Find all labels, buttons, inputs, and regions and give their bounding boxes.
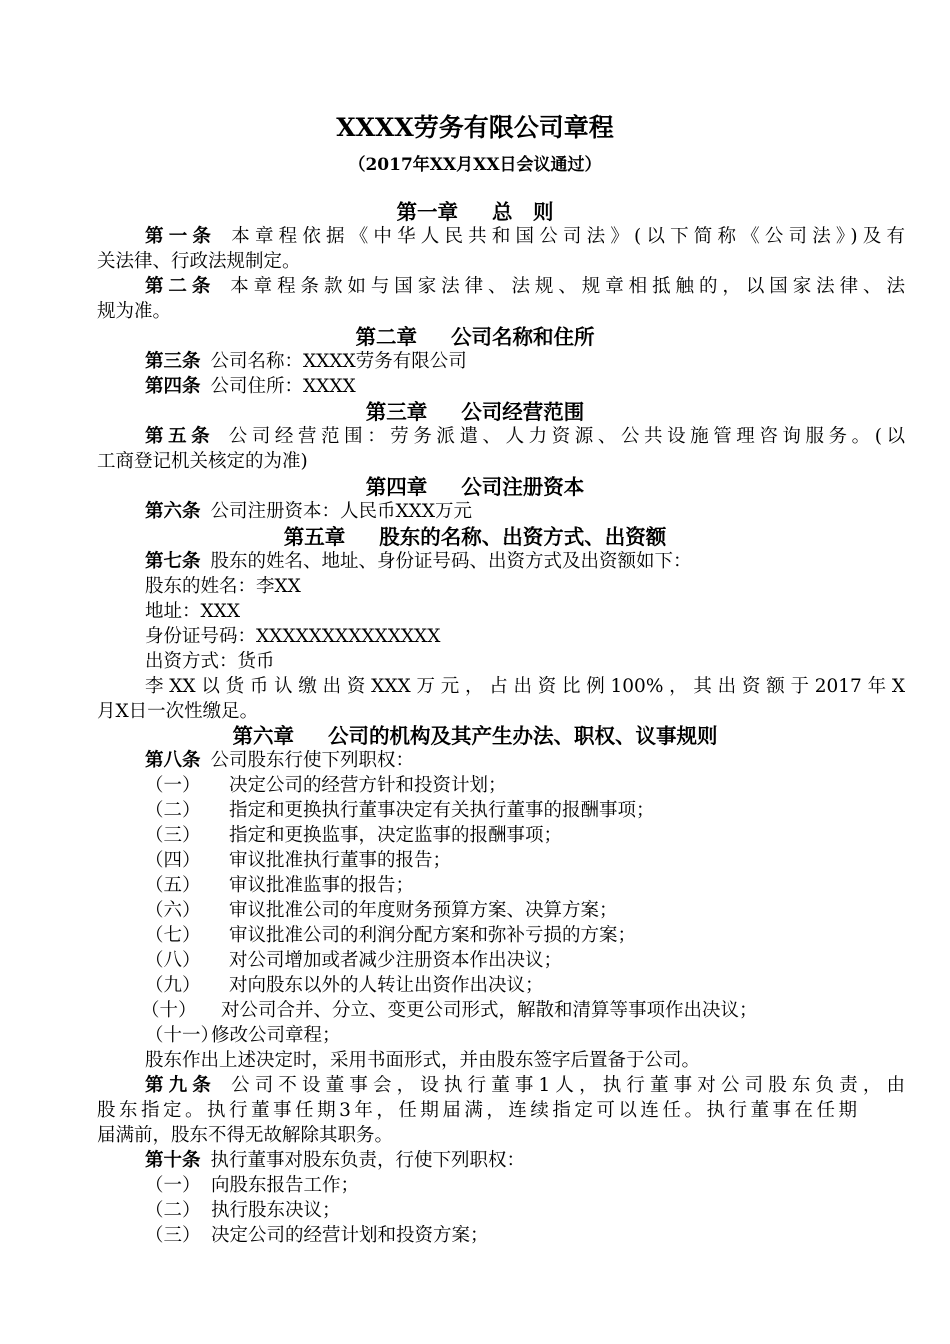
list-item-number: （八）: [145, 950, 201, 971]
list-item-text: 对公司合并、分立、变更公司形式，解散和清算等事项作出决议；: [221, 1000, 758, 1021]
article-label: 第四条: [145, 376, 201, 397]
chapter-number: 第六章: [232, 724, 294, 748]
list-item-text: 决定公司的经营方针和投资计划；: [229, 775, 507, 796]
article-label: 第六条: [145, 501, 201, 522]
chapter-number: 第一章: [396, 200, 458, 224]
list-item-text: 决定公司的经营计划和投资方案；: [211, 1225, 489, 1246]
chapter-name: 股东的名称、出资方式、出资额: [379, 525, 667, 549]
list-item-number: （三）: [145, 1225, 201, 1246]
list-item-text: 审议批准监事的报告；: [229, 875, 415, 896]
chapter-name: 公司注册资本: [461, 475, 585, 499]
chapter-3-heading: [97, 400, 853, 424]
contribution-detail-cont: 月X日一次性缴足。: [97, 701, 259, 722]
list-item: [97, 1224, 905, 1248]
list-item: [97, 874, 905, 898]
list-item-text: 向股东报告工作；: [211, 1175, 360, 1196]
list-item: [97, 824, 905, 848]
chapter-name: 公司的机构及其产生办法、职权、议事规则: [328, 724, 718, 748]
article-5-cont: 工商登记机关核定的为准): [97, 451, 308, 472]
chapter-6-heading: [97, 724, 853, 748]
list-item: [97, 799, 905, 823]
list-item-number: （一）: [145, 775, 201, 796]
article-9: [97, 1074, 905, 1098]
list-item: [97, 999, 901, 1023]
list-item-number: （六）: [145, 900, 201, 921]
article-label: 第二条: [145, 276, 216, 297]
shareholder-address: 地址：XXX: [145, 601, 241, 622]
article-text: 公司股东行使下列职权：: [210, 750, 415, 771]
chapter-2-heading: [97, 325, 853, 349]
list-item-number: （一）: [145, 1175, 201, 1196]
article-text: 公司不设董事会，设执行董事1人，执行董事对公司股东负责，由: [225, 1075, 905, 1096]
chapter-number: 第五章: [283, 525, 346, 549]
list-item-number: （五）: [145, 875, 201, 896]
list-item-number: （二）: [145, 1200, 201, 1221]
article-1: [97, 225, 905, 249]
article-text: 本章程条款如与国家法律、法规、规章相抵触的，以国家法律、法: [225, 276, 905, 297]
article-text: 公司经营范围：劳务派遣、人力资源、公共设施管理咨询服务。(以: [224, 426, 905, 447]
article-text: 本章程依据《中华人民共和国公司法》(以下简称《公司法》)及有: [226, 226, 905, 247]
article-9-cont: 股东指定。执行董事任期3年，任期届满，连续指定可以连任。执行董事在任期: [97, 1100, 857, 1121]
list-item-number: （二）: [145, 800, 201, 821]
chapter-number: 第三章: [365, 400, 428, 424]
article-10: [97, 1149, 905, 1173]
article-text: 执行董事对股东负责，行使下列职权：: [210, 1150, 526, 1171]
article-text: 公司名称：XXXX劳务有限公司: [210, 351, 467, 372]
list-item-text: 指定和更换监事，决定监事的报酬事项；: [229, 825, 563, 846]
contribution-detail: 李XX以货币认缴出资XXX万元，占出资比例100%，其出资额于2017年X: [145, 676, 905, 697]
article-2: [97, 275, 905, 299]
list-item-number: （十）: [141, 1000, 197, 1021]
shareholder-id-number: 身份证号码：XXXXXXXXXXXXXX: [145, 626, 441, 647]
list-item: [97, 949, 905, 973]
article-3: [97, 350, 905, 374]
article-label: 第七条: [145, 551, 201, 572]
list-item-text: 指定和更换执行董事决定有关执行董事的报酬事项；: [229, 800, 655, 821]
chapter-number: 第四章: [365, 475, 428, 499]
article-9-cont: 届满前，股东不得无故解除其职务。: [97, 1125, 394, 1146]
chapter-name: 公司经营范围: [461, 400, 585, 424]
article-label: 第三条: [145, 351, 201, 372]
document-subtitle: （2017年XX月XX日会议通过）: [348, 155, 602, 175]
list-item-number: （四）: [145, 850, 201, 871]
chapter-5-heading: [97, 525, 853, 549]
article-7: [97, 550, 905, 574]
article-label: 第一条: [145, 226, 217, 247]
article-8: [97, 749, 905, 773]
list-item-number: （三）: [145, 825, 201, 846]
list-item: [97, 924, 905, 948]
list-item: [97, 1024, 905, 1048]
list-item-text: 对向股东以外的人转让出资作出决议；: [229, 975, 544, 996]
list-item-text: 对公司增加或者减少注册资本作出决议；: [229, 950, 563, 971]
document-title: XXXX劳务有限公司章程: [336, 113, 614, 142]
chapter-number: 第二章: [355, 325, 417, 349]
list-item: [97, 1199, 905, 1223]
article-5: [97, 425, 905, 449]
article-2-cont: 规为准。: [97, 301, 172, 322]
article-text: 股东的姓名、地址、身份证号码、出资方式及出资额如下：: [210, 551, 692, 572]
list-item-number: （九）: [145, 975, 201, 996]
article-label: 第八条: [145, 750, 201, 771]
article-6: [97, 500, 905, 524]
list-item-text: 修改公司章程；: [211, 1025, 341, 1046]
article-text: 公司注册资本：人民币XXX万元: [210, 501, 473, 522]
chapter-name: 总 则: [492, 200, 554, 224]
chapter-1-heading: [97, 200, 853, 224]
article-label: 第五条: [145, 426, 215, 447]
contribution-method: 出资方式：货币: [145, 651, 275, 672]
list-item-text: 审议批准执行董事的报告；: [229, 850, 452, 871]
list-item-text: 审议批准公司的利润分配方案和弥补亏损的方案；: [229, 925, 637, 946]
list-item: [97, 1174, 905, 1198]
list-item-number: （七）: [145, 925, 201, 946]
article-4: [97, 375, 905, 399]
article-label: 第十条: [145, 1150, 201, 1171]
article-8-closing: 股东作出上述决定时，采用书面形式，并由股东签字后置备于公司。: [145, 1050, 701, 1071]
list-item: [97, 899, 905, 923]
article-text: 公司住所：XXXX: [210, 376, 356, 397]
chapter-name: 公司名称和住所: [451, 325, 595, 349]
list-item-text: 审议批准公司的年度财务预算方案、决算方案；: [229, 900, 618, 921]
list-item: [97, 774, 905, 798]
shareholder-name: 股东的姓名：李XX: [145, 576, 301, 597]
list-item-number: （十一）: [145, 1025, 220, 1046]
chapter-4-heading: [97, 475, 853, 499]
article-1-cont: 关法律、行政法规制定。: [97, 251, 301, 272]
list-item: [97, 849, 905, 873]
list-item: [97, 974, 905, 998]
article-label: 第九条: [145, 1075, 216, 1096]
list-item-text: 执行股东决议；: [211, 1200, 341, 1221]
